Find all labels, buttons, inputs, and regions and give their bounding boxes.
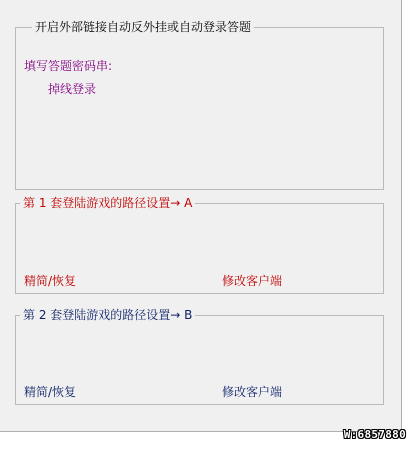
watermark-text: W:6857880 bbox=[343, 428, 406, 441]
path-a-groupbox bbox=[15, 196, 384, 294]
offline-login-link[interactable]: 掉线登录 bbox=[48, 82, 97, 96]
answer-password-label: 填写答题密码串: bbox=[24, 59, 113, 73]
path-b-groupbox bbox=[15, 308, 384, 405]
path-b-modify-client-link[interactable]: 修改客户端 bbox=[222, 385, 283, 399]
auto-login-groupbox bbox=[15, 20, 384, 190]
path-a-modify-client-link[interactable]: 修改客户端 bbox=[222, 274, 283, 288]
path-a-simplify-restore-link[interactable]: 精简/恢复 bbox=[24, 274, 77, 288]
path-b-group-title: 第 2 套登陆游戏的路径设置→ B bbox=[23, 308, 193, 322]
auto-login-group-title: 开启外部链接自动反外挂或自动登录答题 bbox=[35, 20, 252, 34]
path-a-group-title: 第 1 套登陆游戏的路径设置→ A bbox=[23, 196, 193, 210]
path-b-simplify-restore-link[interactable]: 精简/恢复 bbox=[24, 385, 77, 399]
